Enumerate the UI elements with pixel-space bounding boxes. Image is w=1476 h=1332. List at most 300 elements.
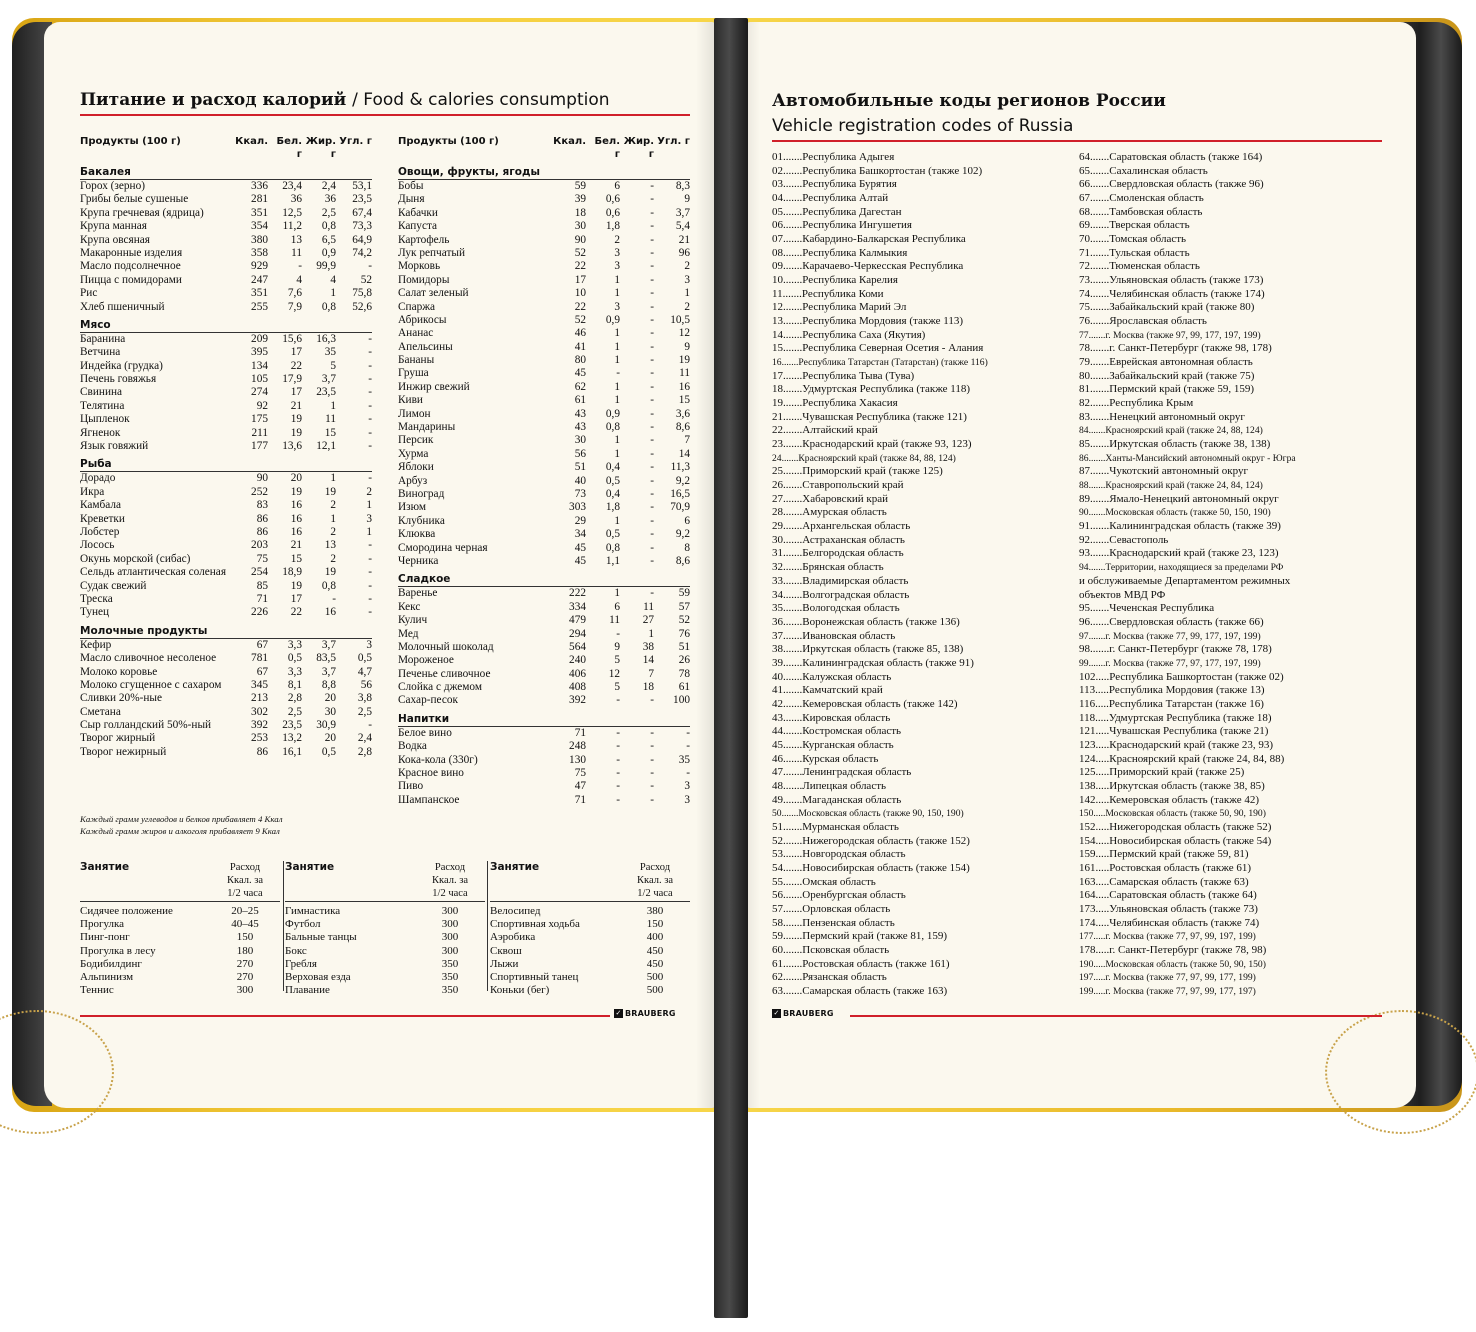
food-protein: 20 xyxy=(290,472,302,485)
food-row xyxy=(80,486,372,499)
food-fat: - xyxy=(650,220,654,233)
activity-row xyxy=(490,984,690,997)
food-protein: 1 xyxy=(614,273,620,286)
food-carbs: 64,9 xyxy=(352,233,372,246)
food-protein: 7,9 xyxy=(287,300,302,313)
food-carbs: - xyxy=(368,332,372,345)
region-code-line: 02.......Республика Башкортостан (также 102) xyxy=(772,164,983,177)
food-name: Помидоры xyxy=(398,273,450,286)
region-code-line: 32.......Брянская область xyxy=(772,561,884,574)
food-protein: 16,1 xyxy=(282,745,302,758)
food-row xyxy=(398,780,690,793)
food-row xyxy=(398,542,690,555)
food-row xyxy=(398,287,690,300)
food-protein: - xyxy=(616,694,620,707)
food-name: Свинина xyxy=(80,386,123,399)
region-code-line: 09.......Карачаево-Черкесская Республика xyxy=(772,260,964,273)
food-category: Напитки xyxy=(398,712,690,727)
activity-kcal: 500 xyxy=(646,984,664,997)
food-fat: - xyxy=(650,394,654,407)
food-protein: 22 xyxy=(290,606,302,619)
food-name: Киви xyxy=(398,394,423,407)
activity-row xyxy=(490,971,690,984)
food-row xyxy=(80,180,372,193)
food-name: Ветчина xyxy=(80,346,121,359)
food-protein: 0,5 xyxy=(605,474,620,487)
food-protein: - xyxy=(616,367,620,380)
activity-kcal: 380 xyxy=(646,905,664,917)
activity-name: Спортивный танец xyxy=(490,970,579,983)
region-code-line: 48.......Липецкая область xyxy=(772,779,887,792)
food-protein: 3 xyxy=(614,300,620,313)
region-code-line: 85.......Иркутская область (также 38, 138) xyxy=(1079,438,1271,451)
food-kcal: 281 xyxy=(251,193,268,206)
region-code-line: 93.......Краснодарский край (также 23, 123) xyxy=(1079,547,1279,560)
food-carbs: 100 xyxy=(673,694,690,707)
food-kcal: 302 xyxy=(251,705,268,718)
food-protein: 6 xyxy=(614,600,620,613)
food-fat: 2 xyxy=(330,499,336,512)
activity-row xyxy=(490,958,690,971)
food-row xyxy=(398,394,690,407)
brauberg-logo-left: ✓ BRAUBERG xyxy=(615,1009,676,1018)
activity-header-kcal-line: Расход xyxy=(434,862,466,873)
food-protein: 0,5 xyxy=(605,528,620,541)
region-code-line: 142.....Кемеровская область (также 42) xyxy=(1079,793,1260,806)
food-carbs: 11,3 xyxy=(670,461,690,474)
food-fat: 6,5 xyxy=(321,233,336,246)
food-carbs: 21 xyxy=(678,233,690,246)
food-kcal: 47 xyxy=(574,780,586,793)
food-protein: 0,5 xyxy=(287,652,302,665)
food-fat: 5 xyxy=(330,359,336,372)
region-code-line: 30.......Астраханская область xyxy=(772,533,905,546)
region-code-line: 35.......Вологодская область xyxy=(772,602,900,615)
food-protein: 23,4 xyxy=(282,180,302,192)
food-name: Хлеб пшеничный xyxy=(80,300,165,313)
food-row xyxy=(80,220,372,233)
food-kcal: 351 xyxy=(251,206,268,219)
activity-header-kcal-line: Ккал. за xyxy=(432,875,468,886)
food-kcal: 17 xyxy=(574,273,586,286)
food-fat: - xyxy=(650,447,654,460)
food-kcal: 71 xyxy=(574,793,586,806)
activity-kcal: 350 xyxy=(441,984,459,997)
region-code-line: 82.......Республика Крым xyxy=(1079,397,1194,410)
food-row xyxy=(398,488,690,501)
food-fat: - xyxy=(650,180,654,192)
region-code-line: 31.......Белгородская область xyxy=(772,547,904,560)
food-name: Баранина xyxy=(80,332,126,345)
activity-header-name: Занятие xyxy=(80,861,130,873)
region-code-line: 113.....Республика Мордовия (также 13) xyxy=(1079,684,1265,697)
food-name: Масло сливочное несоленое xyxy=(80,652,217,665)
food-carbs: - xyxy=(368,566,372,579)
food-name: Салат зеленый xyxy=(398,287,469,300)
food-name: Сливки 20%-ные xyxy=(80,692,163,705)
food-protein: 12,5 xyxy=(282,206,302,219)
food-kcal: 130 xyxy=(569,753,586,766)
activity-header-kcal xyxy=(620,861,690,901)
food-name: Крупа овсяная xyxy=(80,233,150,246)
activity-header-kcal-line: Расход xyxy=(639,862,671,873)
food-name: Дорадо xyxy=(80,472,116,485)
activity-name: Сидячее положение xyxy=(80,905,173,917)
food-row xyxy=(80,247,372,260)
food-name: Спаржа xyxy=(398,300,436,313)
food-carbs: - xyxy=(686,767,690,780)
region-code-line: 69.......Тверская область xyxy=(1079,219,1190,232)
food-name: Сметана xyxy=(80,705,121,718)
food-carbs: 2 xyxy=(684,260,690,273)
activity-header-kcal-line: 1/2 часа xyxy=(432,888,468,899)
region-code-line: 10.......Республика Карелия xyxy=(772,274,898,287)
food-name: Грибы белые сушеные xyxy=(80,193,189,206)
food-kcal: 71 xyxy=(256,592,268,605)
activity-kcal: 300 xyxy=(441,905,459,917)
food-kcal: 252 xyxy=(251,485,268,498)
food-carbs: 78 xyxy=(678,667,690,680)
food-title-ru: Питание и расход калорий xyxy=(80,90,347,110)
food-row xyxy=(80,553,372,566)
food-protein: 19 xyxy=(290,426,302,439)
food-kcal: 75 xyxy=(256,552,268,565)
activity-name: Лыжи xyxy=(490,957,519,970)
food-fat: - xyxy=(650,726,654,739)
food-protein: - xyxy=(298,260,302,273)
food-fat: 36 xyxy=(324,193,336,206)
food-carbs: 56 xyxy=(360,678,372,691)
region-code-line: 74.......Челябинская область (также 174) xyxy=(1079,287,1265,300)
region-code-line: 26.......Ставропольский край xyxy=(772,479,904,492)
food-fat: 4 xyxy=(330,273,336,286)
food-carbs: 11 xyxy=(679,367,690,380)
food-protein: 36 xyxy=(290,193,302,206)
region-code-line: 121.....Чувашская Республика (также 21) xyxy=(1079,725,1269,738)
food-protein: 21 xyxy=(290,399,302,412)
food-row xyxy=(398,767,690,780)
activity-kcal: 300 xyxy=(441,944,459,957)
food-carbs: - xyxy=(368,552,372,565)
food-protein: 17,9 xyxy=(282,373,302,386)
food-fat: 3,7 xyxy=(321,638,336,651)
food-row xyxy=(80,692,372,705)
bookmark-ribbon[interactable] xyxy=(714,18,748,1318)
food-carbs: 3,7 xyxy=(675,206,690,219)
activity-row xyxy=(80,931,280,944)
food-name: Лимон xyxy=(398,407,431,420)
region-code-line: 83.......Ненецкий автономный округ xyxy=(1079,410,1245,423)
food-kcal: 177 xyxy=(251,440,268,453)
food-kcal: 67 xyxy=(256,665,268,678)
food-protein: 12 xyxy=(608,667,620,680)
food-protein: 0,6 xyxy=(605,206,620,219)
region-code-line: 123.....Краснодарский край (также 23, 93) xyxy=(1079,738,1274,751)
food-protein: 23,5 xyxy=(282,719,302,732)
food-protein: 13,6 xyxy=(282,440,302,453)
food-fat: - xyxy=(650,541,654,554)
region-code-line: 86.......Ханты-Мансийский автономный округ - Югра xyxy=(1079,452,1296,464)
food-protein: 0,8 xyxy=(605,421,620,434)
region-code-line: 84.......Красноярский край (также 24, 88, 124) xyxy=(1079,425,1263,437)
food-kcal: 392 xyxy=(251,719,268,732)
activity-name: Бокс xyxy=(285,944,307,957)
food-table-header: Продукты (100 г) Ккал. Бел. г Жир. г Угл. г xyxy=(398,136,690,161)
activity-kcal: 180 xyxy=(236,944,254,957)
food-row xyxy=(398,274,690,287)
food-name: Персик xyxy=(398,434,434,447)
food-fat: - xyxy=(650,421,654,434)
region-code-line: 58.......Пензенская область xyxy=(772,916,895,929)
food-fat: 1 xyxy=(648,627,654,640)
food-protein: 3 xyxy=(614,246,620,259)
food-name: Мандарины xyxy=(398,421,456,434)
food-kcal: 52 xyxy=(574,246,586,259)
food-name: Пицца с помидорами xyxy=(80,273,182,286)
food-fat: - xyxy=(650,740,654,753)
food-name: Варенье xyxy=(398,587,438,600)
food-fat: 2 xyxy=(330,525,336,538)
activity-name: Спортивная ходьба xyxy=(490,918,580,931)
food-name: Ягненок xyxy=(80,426,121,439)
food-row xyxy=(80,639,372,652)
region-code-line: 92.......Севастополь xyxy=(1079,533,1169,546)
activity-row xyxy=(285,971,485,984)
food-name: Крупа манная xyxy=(80,220,147,233)
food-row xyxy=(398,421,690,434)
region-code-line: 06.......Республика Ингушетия xyxy=(772,219,912,232)
food-carbs: 59 xyxy=(678,587,690,600)
food-name: Рис xyxy=(80,287,98,300)
food-name: Белое вино xyxy=(398,726,452,739)
food-kcal: 408 xyxy=(569,681,586,694)
food-name: Язык говяжий xyxy=(80,440,149,453)
food-fat: - xyxy=(650,587,654,600)
food-fat: - xyxy=(650,327,654,340)
food-protein: 22 xyxy=(290,359,302,372)
activity-kcal: 450 xyxy=(646,944,664,957)
food-row xyxy=(398,408,690,421)
region-code-line: 63.......Самарская область (также 163) xyxy=(772,984,948,997)
food-fat: 38 xyxy=(642,640,654,653)
food-name: Лук репчатый xyxy=(398,246,466,259)
food-carbs: 67,4 xyxy=(352,206,372,219)
food-fat: 30,9 xyxy=(316,719,336,732)
cover-stitching-right xyxy=(1325,1010,1476,1134)
food-title-en: / Food & calories consumption xyxy=(352,90,610,110)
food-fat: - xyxy=(650,354,654,367)
activity-header-kcal-line: 1/2 часа xyxy=(637,888,673,899)
food-kcal: 90 xyxy=(574,233,586,246)
food-row xyxy=(398,628,690,641)
food-kcal: 354 xyxy=(251,220,268,233)
activity-name: Велосипед xyxy=(490,905,541,917)
food-fat: 0,8 xyxy=(321,300,336,313)
activity-row xyxy=(80,958,280,971)
food-protein: 17 xyxy=(290,346,302,359)
food-fat: - xyxy=(650,753,654,766)
food-protein: 3 xyxy=(614,260,620,273)
food-name: Креветки xyxy=(80,512,125,525)
food-fat: 27 xyxy=(642,614,654,627)
food-fat: 99,9 xyxy=(316,260,336,273)
food-name: Сахар-песок xyxy=(398,694,458,707)
food-name: Печень говяжья xyxy=(80,373,157,386)
region-code-line: 34.......Волгоградская область xyxy=(772,588,910,601)
activity-row xyxy=(80,905,280,918)
food-kcal: 105 xyxy=(251,373,268,386)
food-kcal: 211 xyxy=(251,426,268,439)
food-table-column-1 xyxy=(80,135,372,759)
food-carbs: - xyxy=(368,413,372,426)
food-fat: 11 xyxy=(643,600,654,613)
food-carbs: - xyxy=(368,359,372,372)
activity-name: Бальные танцы xyxy=(285,931,357,944)
region-code-line: 174.....Челябинская область (также 74) xyxy=(1079,916,1260,929)
food-fat: 2,4 xyxy=(321,180,336,192)
food-protein: 2 xyxy=(614,233,620,246)
region-code-line: 16.......Республика Татарстан (Татарстан) (также 116) xyxy=(772,357,988,369)
food-protein: 5 xyxy=(614,654,620,667)
food-carbs: 2 xyxy=(684,300,690,313)
food-fat: - xyxy=(332,592,336,605)
region-code-line: 70.......Томская область xyxy=(1079,233,1187,246)
food-protein: 0,6 xyxy=(605,193,620,206)
food-carbs: 61 xyxy=(678,681,690,694)
region-code-line: 55.......Омская область xyxy=(772,875,876,888)
activity-name: Плавание xyxy=(285,984,330,997)
food-kcal: 45 xyxy=(574,554,586,567)
food-kcal: 175 xyxy=(251,413,268,426)
food-protein: 0,9 xyxy=(605,407,620,420)
activity-header-kcal-line: 1/2 часа xyxy=(227,888,263,899)
food-protein: 1,8 xyxy=(605,220,620,233)
food-kcal: 56 xyxy=(574,447,586,460)
food-kcal: 334 xyxy=(569,600,586,613)
food-kcal: 203 xyxy=(251,539,268,552)
food-kcal: 380 xyxy=(251,233,268,246)
food-fat: 20 xyxy=(324,692,336,705)
activity-kcal: 300 xyxy=(441,918,459,931)
food-carbs: 2 xyxy=(366,485,372,498)
food-name: Молоко сгущенное с сахаром xyxy=(80,678,222,691)
food-kcal: 254 xyxy=(251,566,268,579)
food-fat: - xyxy=(650,380,654,393)
food-row xyxy=(398,327,690,340)
activity-header-kcal xyxy=(415,861,485,901)
food-fat: 13 xyxy=(324,539,336,552)
food-kcal: 34 xyxy=(574,528,586,541)
food-row xyxy=(398,794,690,807)
food-kcal: 71 xyxy=(574,726,586,739)
region-code-line: 23.......Краснодарский край (также 93, 123) xyxy=(772,438,972,451)
food-name: Слойка с джемом xyxy=(398,681,483,694)
food-row xyxy=(80,472,372,485)
activity-kcal: 150 xyxy=(646,918,664,931)
region-code-line: 07.......Кабардино-Балкарская Республика xyxy=(772,233,966,246)
food-fat: - xyxy=(650,206,654,219)
food-kcal: 45 xyxy=(574,541,586,554)
food-row xyxy=(80,400,372,413)
food-protein: 17 xyxy=(290,592,302,605)
food-kcal: 80 xyxy=(574,354,586,367)
region-code-line: 125.....Приморский край (также 25) xyxy=(1079,766,1245,779)
food-fat: 0,8 xyxy=(321,579,336,592)
region-code-line: 53.......Новгородская область xyxy=(772,848,906,861)
food-kcal: 45 xyxy=(574,367,586,380)
food-row xyxy=(398,668,690,681)
food-protein: 18,9 xyxy=(282,566,302,579)
food-name: Красное вино xyxy=(398,767,464,780)
food-name: Икра xyxy=(80,485,105,498)
title-rule-left xyxy=(80,114,690,116)
region-code-line: 89.......Ямало-Ненецкий автономный округ xyxy=(1079,492,1279,505)
food-protein: 2,5 xyxy=(287,705,302,718)
food-carbs: 52,6 xyxy=(352,300,372,313)
activity-kcal: 270 xyxy=(236,957,254,970)
activity-name: Гребля xyxy=(285,957,317,970)
food-name: Кефир xyxy=(80,638,112,651)
activity-row xyxy=(490,945,690,958)
region-code-line: 79.......Еврейская автономная область xyxy=(1079,356,1253,369)
region-code-line: 90.......Московская область (также 50, 150, 190) xyxy=(1079,507,1271,519)
food-name: Яблоки xyxy=(398,461,434,474)
activity-kcal: 500 xyxy=(646,970,664,983)
food-carbs: - xyxy=(368,592,372,605)
food-name: Бобы xyxy=(398,180,424,192)
food-fat: 0,9 xyxy=(321,246,336,259)
food-fat: - xyxy=(650,300,654,313)
food-fat: 3,7 xyxy=(321,665,336,678)
food-fat: 18 xyxy=(642,681,654,694)
food-name: Пиво xyxy=(398,780,424,793)
food-name: Лосось xyxy=(80,539,115,552)
region-code-line: 04.......Республика Алтай xyxy=(772,192,889,205)
food-name: Индейка (грудка) xyxy=(80,359,163,372)
activity-header xyxy=(285,861,485,902)
food-fat: - xyxy=(650,313,654,326)
region-code-line: 54.......Новосибирская область (также 154) xyxy=(772,861,970,874)
region-code-line: 66.......Свердловская область (также 96) xyxy=(1079,178,1264,191)
food-carbs: 9 xyxy=(684,340,690,353)
food-carbs: 96 xyxy=(678,246,690,259)
food-fat: 16,3 xyxy=(316,332,336,345)
region-code-line: 44.......Костромская область xyxy=(772,725,902,738)
food-protein: 11 xyxy=(609,614,620,627)
food-row xyxy=(80,719,372,732)
food-kcal: 303 xyxy=(569,501,586,514)
food-name: Молоко коровье xyxy=(80,665,158,678)
food-name: Лобстер xyxy=(80,525,120,538)
activity-row xyxy=(285,945,485,958)
region-code-line: 15.......Республика Северная Осетия - Алания xyxy=(772,342,984,355)
calorie-note-2: Каждый грамм жиров и алкоголя прибавляет 9 Ккал xyxy=(80,826,280,836)
brand-mark-icon: ✓ xyxy=(615,1009,622,1017)
food-kcal: 274 xyxy=(251,386,268,399)
food-kcal: 479 xyxy=(569,614,586,627)
food-row xyxy=(80,346,372,359)
region-code-line: 75.......Забайкальский край (также 80) xyxy=(1079,301,1255,314)
food-row xyxy=(398,367,690,380)
region-code-line: 91.......Калининградская область (также 39) xyxy=(1079,520,1281,533)
food-fat: 16 xyxy=(324,606,336,619)
food-fat: - xyxy=(650,407,654,420)
activity-kcal: 270 xyxy=(236,970,254,983)
activity-row xyxy=(490,931,690,944)
food-fat: - xyxy=(650,767,654,780)
food-carbs: 7 xyxy=(684,434,690,447)
food-fat: 0,8 xyxy=(321,220,336,233)
